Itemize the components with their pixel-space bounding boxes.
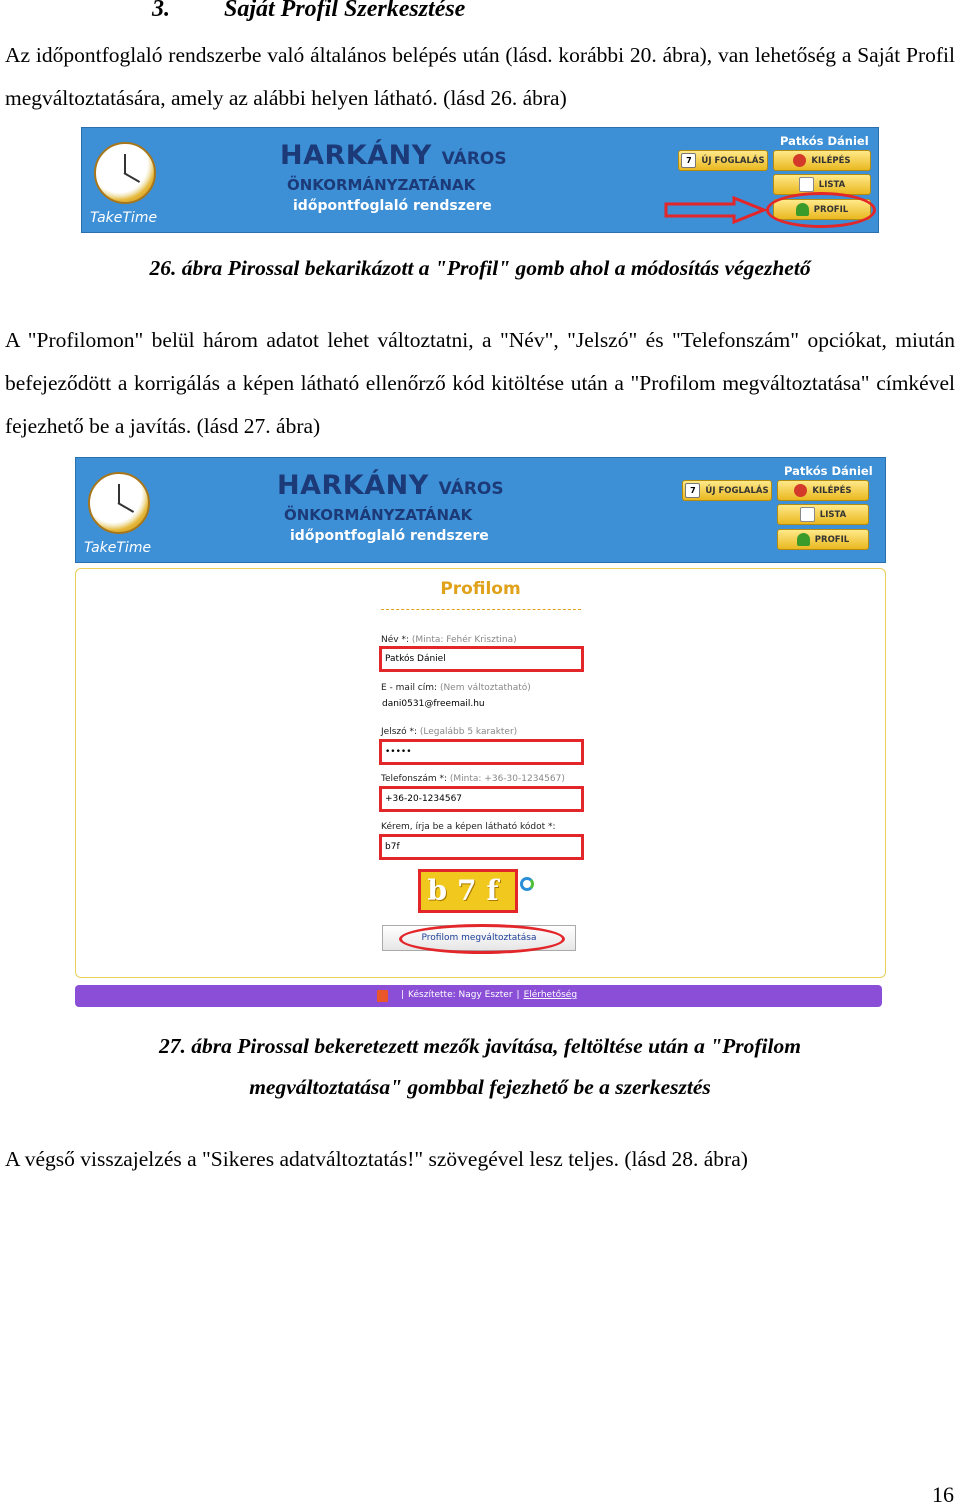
section-heading [152,0,465,23]
refresh-icon[interactable] [520,877,534,891]
calendar-icon: 7 [685,483,700,498]
page-number: 16 [932,1482,954,1507]
profile-button[interactable]: PROFIL [773,199,871,220]
captcha-label: Kérem, írja be a képen látható kódot *: [381,822,556,832]
logout-button[interactable]: KILÉPÉS [773,150,871,171]
final-paragraph: A végső visszajelzés a "Sikeres adatváltoztatás!" szövegével lesz teljes. (lásd 28. ábra) [5,1147,748,1171]
profile-button[interactable]: PROFIL [777,529,869,550]
phone-label: Telefonszám *: (Minta: +36-30-1234567) [381,774,565,784]
title-divider [381,609,581,610]
figure-27-banner [75,457,886,563]
power-icon [794,484,807,497]
brand-tagline: időpontfoglaló rendszere [293,198,492,214]
section-title: Saját Profil Szerkesztése [224,0,466,22]
email-label: E - mail cím: (Nem változtatható) [381,683,531,693]
highlight-circle [399,924,565,954]
footer-author: Készítette: Nagy Eszter [408,990,513,1000]
password-label: Jelszó *: (Legalább 5 karakter) [381,727,518,737]
brand-subtitle: ÖNKORMÁNYZATÁNAK [284,506,473,524]
profile-form-panel [75,568,886,978]
captcha-field[interactable]: b7f [379,834,584,860]
power-icon [793,154,806,167]
taketime-logo-text: TakeTime [84,540,152,556]
captcha-image: b7f [418,869,518,913]
user-name: Patkós Dániel [780,134,869,148]
figure-27-caption-line1: 27. ábra Pirossal bekeretezett mezők javítása, feltöltése után a "Profilom [159,1034,801,1058]
profile-title: Profilom [440,579,521,599]
list-icon [799,177,814,192]
brand-title: HARKÁNY VÁROS [277,470,504,501]
list-icon [800,507,815,522]
red-arrow-icon [664,196,772,224]
app-footer: | Készítette: Nagy Eszter | Elérhetőség [75,985,882,1007]
footer-contact-link[interactable]: Elérhetőség [523,990,578,1000]
brand-tagline: időpontfoglaló rendszere [290,528,489,544]
figure-26-banner [81,127,879,233]
name-field[interactable]: Patkós Dániel [379,646,584,672]
submit-profile-button[interactable]: Profilom megváltoztatása [382,925,576,951]
new-booking-button[interactable]: 7 ÚJ FOGLALÁS [678,150,768,171]
brand-title: HARKÁNY VÁROS [280,140,507,171]
html5-icon [377,990,388,1002]
email-value: dani0531@freemail.hu [382,699,485,709]
intro-paragraph: Az időpontfoglaló rendszerbe való általános belépés után (lásd. korábbi 20. ábra), van lehetőség a Saját Profil megváltoztatására, amely az alábbi helyen látható. (lásd 26. ábra) [5,43,955,110]
user-name: Patkós Dániel [784,464,873,478]
list-button[interactable]: LISTA [773,174,871,195]
clock-logo-icon [94,142,156,204]
list-button[interactable]: LISTA [777,504,869,525]
figure-26-caption: 26. ábra Pirossal bekarikázott a "Profil" gomb ahol a módosítás végezhető [149,256,811,280]
password-field[interactable]: ••••• [379,739,584,765]
phone-field[interactable]: +36-20-1234567 [379,786,584,812]
figure-27-caption-line2: megváltoztatása" gombbal fejezhető be a szerkesztés [249,1075,711,1099]
clock-logo-icon [88,472,150,534]
new-booking-button[interactable]: 7 ÚJ FOGLALÁS [682,480,772,501]
highlight-circle [766,192,876,228]
user-icon [797,533,810,546]
logout-button[interactable]: KILÉPÉS [777,480,869,501]
explanation-paragraph: A "Profilomon" belül három adatot lehet változtatni, a "Név", "Jelszó" és "Telefonszám" opciókat, miután befejeződött a korrigálás a képen látható ellenőrző kód kitöltése után a "Profilom megváltoztatása" címkével fejezhető be a javítás. (lásd 27. ábra) [5,328,955,438]
calendar-icon: 7 [681,153,696,168]
name-label: Név *: (Minta: Fehér Krisztina) [381,635,517,645]
taketime-logo-text: TakeTime [90,210,158,226]
brand-subtitle: ÖNKORMÁNYZATÁNAK [287,176,476,194]
section-number: 3. [152,0,170,22]
